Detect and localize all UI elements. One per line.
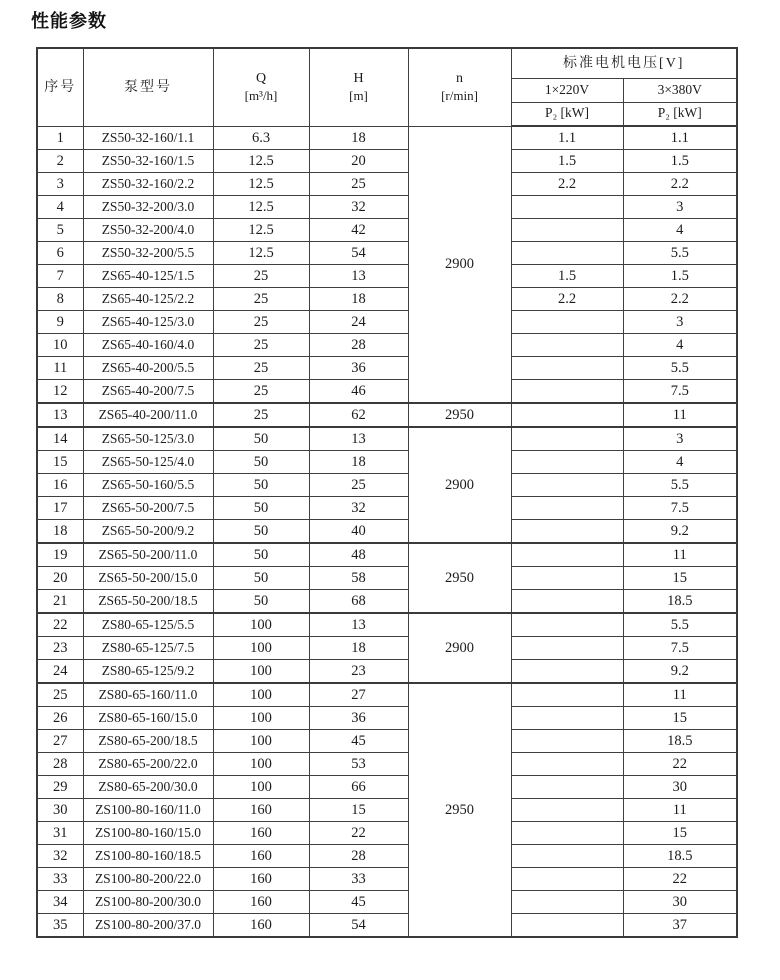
cell-row-number: 15 — [37, 451, 83, 474]
performance-parameters-table — [36, 47, 738, 938]
cell-p2-220v — [511, 776, 623, 799]
header-n-symbol: n — [456, 71, 463, 87]
cell-flow-q: 100 — [213, 660, 309, 684]
cell-p2-380v: 9.2 — [623, 660, 737, 684]
cell-head-h: 58 — [309, 567, 408, 590]
cell-pump-model: ZS80-65-200/30.0 — [83, 776, 213, 799]
cell-p2-380v: 18.5 — [623, 590, 737, 614]
table-row — [37, 753, 737, 776]
cell-p2-380v: 15 — [623, 822, 737, 845]
cell-p2-220v — [511, 799, 623, 822]
cell-p2-380v: 1.5 — [623, 150, 737, 173]
cell-p2-380v: 5.5 — [623, 474, 737, 497]
cell-flow-q: 50 — [213, 474, 309, 497]
cell-p2-380v: 1.5 — [623, 265, 737, 288]
cell-p2-220v — [511, 497, 623, 520]
cell-row-number: 24 — [37, 660, 83, 684]
cell-p2-220v — [511, 707, 623, 730]
table-row — [37, 543, 737, 567]
cell-pump-model: ZS65-40-125/2.2 — [83, 288, 213, 311]
cell-p2-380v: 7.5 — [623, 380, 737, 404]
cell-pump-model: ZS65-40-125/1.5 — [83, 265, 213, 288]
header-p2-220: P₂ [kW] — [511, 102, 623, 126]
cell-speed-n: 2900 — [408, 126, 511, 403]
cell-head-h: 18 — [309, 451, 408, 474]
cell-p2-220v — [511, 590, 623, 614]
table-row — [37, 637, 737, 660]
cell-p2-380v: 11 — [623, 543, 737, 567]
table-row — [37, 357, 737, 380]
cell-pump-model: ZS65-40-200/7.5 — [83, 380, 213, 404]
cell-p2-220v — [511, 334, 623, 357]
table-row — [37, 311, 737, 334]
cell-p2-380v: 11 — [623, 683, 737, 707]
cell-head-h: 45 — [309, 891, 408, 914]
cell-head-h: 42 — [309, 219, 408, 242]
cell-p2-220v — [511, 427, 623, 451]
cell-flow-q: 160 — [213, 845, 309, 868]
table-row — [37, 730, 737, 753]
header-head-h — [309, 48, 408, 126]
cell-head-h: 54 — [309, 914, 408, 938]
cell-head-h: 68 — [309, 590, 408, 614]
cell-pump-model: ZS50-32-200/5.5 — [83, 242, 213, 265]
cell-speed-n: 2900 — [408, 613, 511, 683]
cell-speed-n: 2950 — [408, 403, 511, 427]
table-row — [37, 845, 737, 868]
cell-row-number: 9 — [37, 311, 83, 334]
cell-flow-q: 160 — [213, 891, 309, 914]
cell-pump-model: ZS50-32-200/3.0 — [83, 196, 213, 219]
table-row — [37, 590, 737, 614]
cell-row-number: 20 — [37, 567, 83, 590]
header-q-symbol: Q — [255, 71, 267, 87]
cell-row-number: 10 — [37, 334, 83, 357]
table-row — [37, 334, 737, 357]
table-row — [37, 891, 737, 914]
cell-p2-220v — [511, 822, 623, 845]
cell-row-number: 3 — [37, 173, 83, 196]
cell-head-h: 32 — [309, 497, 408, 520]
cell-p2-220v: 2.2 — [511, 173, 623, 196]
cell-p2-380v: 2.2 — [623, 288, 737, 311]
cell-flow-q: 100 — [213, 730, 309, 753]
cell-pump-model: ZS65-50-125/3.0 — [83, 427, 213, 451]
cell-pump-model: ZS100-80-160/11.0 — [83, 799, 213, 822]
cell-head-h: 18 — [309, 126, 408, 150]
cell-head-h: 27 — [309, 683, 408, 707]
cell-flow-q: 12.5 — [213, 196, 309, 219]
cell-flow-q: 12.5 — [213, 219, 309, 242]
cell-p2-220v — [511, 845, 623, 868]
cell-p2-220v — [511, 474, 623, 497]
cell-pump-model: ZS100-80-200/37.0 — [83, 914, 213, 938]
cell-row-number: 4 — [37, 196, 83, 219]
cell-row-number: 8 — [37, 288, 83, 311]
cell-head-h: 32 — [309, 196, 408, 219]
cell-pump-model: ZS100-80-200/30.0 — [83, 891, 213, 914]
cell-flow-q: 100 — [213, 753, 309, 776]
cell-row-number: 13 — [37, 403, 83, 427]
table-row — [37, 497, 737, 520]
cell-p2-380v: 11 — [623, 799, 737, 822]
cell-p2-220v — [511, 637, 623, 660]
cell-flow-q: 160 — [213, 799, 309, 822]
cell-flow-q: 25 — [213, 403, 309, 427]
cell-p2-380v: 7.5 — [623, 637, 737, 660]
cell-head-h: 46 — [309, 380, 408, 404]
cell-flow-q: 100 — [213, 707, 309, 730]
cell-p2-220v — [511, 357, 623, 380]
cell-p2-220v: 1.1 — [511, 126, 623, 150]
cell-head-h: 45 — [309, 730, 408, 753]
cell-p2-380v: 15 — [623, 567, 737, 590]
table-row — [37, 520, 737, 544]
cell-pump-model: ZS65-50-200/9.2 — [83, 520, 213, 544]
cell-p2-220v — [511, 380, 623, 404]
cell-pump-model: ZS100-80-160/15.0 — [83, 822, 213, 845]
table-row — [37, 776, 737, 799]
table-row — [37, 265, 737, 288]
table-row — [37, 288, 737, 311]
table-body — [37, 126, 737, 937]
cell-row-number: 6 — [37, 242, 83, 265]
table-row — [37, 451, 737, 474]
cell-pump-model: ZS65-40-200/11.0 — [83, 403, 213, 427]
cell-head-h: 25 — [309, 474, 408, 497]
cell-pump-model: ZS80-65-125/5.5 — [83, 613, 213, 637]
table-row — [37, 868, 737, 891]
cell-pump-model: ZS65-50-200/15.0 — [83, 567, 213, 590]
header-pump-model: 泵型号 — [83, 48, 213, 126]
table-row — [37, 613, 737, 637]
cell-row-number: 27 — [37, 730, 83, 753]
cell-p2-380v: 15 — [623, 707, 737, 730]
cell-pump-model: ZS80-65-200/22.0 — [83, 753, 213, 776]
cell-flow-q: 12.5 — [213, 150, 309, 173]
cell-pump-model: ZS50-32-160/2.2 — [83, 173, 213, 196]
cell-p2-380v: 1.1 — [623, 126, 737, 150]
cell-head-h: 36 — [309, 707, 408, 730]
cell-pump-model: ZS65-50-125/4.0 — [83, 451, 213, 474]
cell-p2-220v — [511, 914, 623, 938]
cell-pump-model: ZS65-50-200/7.5 — [83, 497, 213, 520]
cell-pump-model: ZS65-50-200/11.0 — [83, 543, 213, 567]
cell-p2-380v: 37 — [623, 914, 737, 938]
cell-pump-model: ZS50-32-200/4.0 — [83, 219, 213, 242]
cell-row-number: 12 — [37, 380, 83, 404]
table-row — [37, 150, 737, 173]
cell-flow-q: 25 — [213, 357, 309, 380]
table-row — [37, 427, 737, 451]
cell-p2-380v: 4 — [623, 219, 737, 242]
table-row — [37, 567, 737, 590]
cell-row-number: 1 — [37, 126, 83, 150]
table-row — [37, 474, 737, 497]
header-voltage-group: 标准电机电压[V] — [511, 48, 737, 78]
cell-p2-220v — [511, 242, 623, 265]
cell-pump-model: ZS80-65-160/11.0 — [83, 683, 213, 707]
cell-p2-380v: 5.5 — [623, 357, 737, 380]
cell-flow-q: 100 — [213, 613, 309, 637]
cell-head-h: 13 — [309, 427, 408, 451]
table-header — [37, 48, 737, 126]
cell-flow-q: 100 — [213, 776, 309, 799]
page-title: 性能参数 — [31, 11, 107, 31]
cell-head-h: 13 — [309, 613, 408, 637]
cell-p2-220v — [511, 520, 623, 544]
cell-flow-q: 50 — [213, 497, 309, 520]
cell-p2-220v — [511, 613, 623, 637]
header-h-unit: [m] — [349, 87, 368, 103]
header-voltage-380: 3×380V — [623, 78, 737, 102]
cell-head-h: 22 — [309, 822, 408, 845]
cell-p2-220v — [511, 219, 623, 242]
cell-p2-380v: 5.5 — [623, 242, 737, 265]
cell-head-h: 40 — [309, 520, 408, 544]
cell-flow-q: 160 — [213, 914, 309, 938]
cell-head-h: 48 — [309, 543, 408, 567]
cell-pump-model: ZS80-65-160/15.0 — [83, 707, 213, 730]
table-row — [37, 403, 737, 427]
header-speed-n — [408, 48, 511, 126]
cell-pump-model: ZS65-50-200/18.5 — [83, 590, 213, 614]
cell-head-h: 18 — [309, 637, 408, 660]
cell-flow-q: 50 — [213, 543, 309, 567]
cell-p2-220v — [511, 543, 623, 567]
cell-p2-380v: 9.2 — [623, 520, 737, 544]
cell-p2-380v: 3 — [623, 427, 737, 451]
cell-flow-q: 100 — [213, 683, 309, 707]
cell-row-number: 5 — [37, 219, 83, 242]
cell-flow-q: 50 — [213, 520, 309, 544]
cell-row-number: 30 — [37, 799, 83, 822]
cell-head-h: 36 — [309, 357, 408, 380]
cell-row-number: 23 — [37, 637, 83, 660]
cell-row-number: 28 — [37, 753, 83, 776]
cell-row-number: 17 — [37, 497, 83, 520]
cell-speed-n: 2950 — [408, 683, 511, 937]
table-row — [37, 914, 737, 938]
cell-p2-220v — [511, 683, 623, 707]
cell-head-h: 15 — [309, 799, 408, 822]
cell-row-number: 16 — [37, 474, 83, 497]
cell-flow-q: 25 — [213, 265, 309, 288]
cell-flow-q: 6.3 — [213, 126, 309, 150]
cell-flow-q: 50 — [213, 427, 309, 451]
cell-p2-220v — [511, 660, 623, 684]
cell-pump-model: ZS65-50-160/5.5 — [83, 474, 213, 497]
cell-pump-model: ZS80-65-125/7.5 — [83, 637, 213, 660]
cell-flow-q: 160 — [213, 822, 309, 845]
cell-row-number: 2 — [37, 150, 83, 173]
cell-row-number: 29 — [37, 776, 83, 799]
cell-row-number: 26 — [37, 707, 83, 730]
cell-row-number: 31 — [37, 822, 83, 845]
cell-head-h: 23 — [309, 660, 408, 684]
cell-speed-n: 2950 — [408, 543, 511, 613]
cell-p2-380v: 4 — [623, 334, 737, 357]
cell-head-h: 28 — [309, 334, 408, 357]
cell-p2-220v: 2.2 — [511, 288, 623, 311]
cell-flow-q: 12.5 — [213, 242, 309, 265]
table-row — [37, 707, 737, 730]
cell-pump-model: ZS80-65-125/9.2 — [83, 660, 213, 684]
cell-flow-q: 160 — [213, 868, 309, 891]
cell-p2-220v — [511, 753, 623, 776]
cell-p2-380v: 22 — [623, 868, 737, 891]
cell-flow-q: 12.5 — [213, 173, 309, 196]
cell-row-number: 14 — [37, 427, 83, 451]
cell-p2-380v: 30 — [623, 776, 737, 799]
table-row — [37, 126, 737, 150]
header-index: 序号 — [37, 48, 83, 126]
cell-speed-n: 2900 — [408, 427, 511, 543]
cell-p2-220v — [511, 403, 623, 427]
cell-head-h: 25 — [309, 173, 408, 196]
cell-p2-380v: 3 — [623, 311, 737, 334]
cell-flow-q: 50 — [213, 567, 309, 590]
cell-p2-220v — [511, 868, 623, 891]
cell-p2-220v — [511, 196, 623, 219]
cell-head-h: 13 — [309, 265, 408, 288]
cell-row-number: 7 — [37, 265, 83, 288]
table-row — [37, 173, 737, 196]
cell-row-number: 11 — [37, 357, 83, 380]
cell-p2-380v: 18.5 — [623, 845, 737, 868]
cell-p2-220v: 1.5 — [511, 265, 623, 288]
table-row — [37, 242, 737, 265]
cell-row-number: 34 — [37, 891, 83, 914]
cell-pump-model: ZS80-65-200/18.5 — [83, 730, 213, 753]
cell-p2-380v: 5.5 — [623, 613, 737, 637]
cell-head-h: 20 — [309, 150, 408, 173]
cell-p2-220v — [511, 891, 623, 914]
header-q-unit: [m³/h] — [244, 87, 278, 103]
cell-p2-220v — [511, 451, 623, 474]
cell-pump-model: ZS50-32-160/1.5 — [83, 150, 213, 173]
cell-row-number: 32 — [37, 845, 83, 868]
cell-p2-220v — [511, 730, 623, 753]
cell-pump-model: ZS100-80-160/18.5 — [83, 845, 213, 868]
cell-head-h: 18 — [309, 288, 408, 311]
cell-row-number: 22 — [37, 613, 83, 637]
cell-head-h: 28 — [309, 845, 408, 868]
header-flow-q — [213, 48, 309, 126]
cell-p2-380v: 2.2 — [623, 173, 737, 196]
table-row — [37, 660, 737, 684]
cell-row-number: 25 — [37, 683, 83, 707]
cell-row-number: 18 — [37, 520, 83, 544]
cell-head-h: 24 — [309, 311, 408, 334]
header-h-symbol: H — [353, 71, 364, 87]
cell-head-h: 54 — [309, 242, 408, 265]
cell-flow-q: 25 — [213, 288, 309, 311]
cell-flow-q: 25 — [213, 380, 309, 404]
cell-pump-model: ZS50-32-160/1.1 — [83, 126, 213, 150]
table-row — [37, 799, 737, 822]
cell-row-number: 35 — [37, 914, 83, 938]
cell-p2-220v — [511, 311, 623, 334]
cell-pump-model: ZS65-40-125/3.0 — [83, 311, 213, 334]
cell-head-h: 33 — [309, 868, 408, 891]
cell-pump-model: ZS100-80-200/22.0 — [83, 868, 213, 891]
table-row — [37, 219, 737, 242]
cell-row-number: 21 — [37, 590, 83, 614]
cell-p2-380v: 30 — [623, 891, 737, 914]
cell-head-h: 66 — [309, 776, 408, 799]
table-row — [37, 822, 737, 845]
header-p2-380: P₂ [kW] — [623, 102, 737, 126]
cell-flow-q: 25 — [213, 334, 309, 357]
cell-p2-220v — [511, 567, 623, 590]
cell-pump-model: ZS65-40-200/5.5 — [83, 357, 213, 380]
header-voltage-220: 1×220V — [511, 78, 623, 102]
cell-p2-380v: 11 — [623, 403, 737, 427]
table-row — [37, 196, 737, 219]
cell-head-h: 62 — [309, 403, 408, 427]
cell-p2-380v: 7.5 — [623, 497, 737, 520]
cell-p2-380v: 3 — [623, 196, 737, 219]
cell-p2-380v: 18.5 — [623, 730, 737, 753]
cell-flow-q: 100 — [213, 637, 309, 660]
cell-row-number: 19 — [37, 543, 83, 567]
cell-p2-380v: 22 — [623, 753, 737, 776]
cell-row-number: 33 — [37, 868, 83, 891]
cell-p2-220v: 1.5 — [511, 150, 623, 173]
header-n-unit: [r/min] — [441, 87, 478, 103]
cell-flow-q: 25 — [213, 311, 309, 334]
cell-p2-380v: 4 — [623, 451, 737, 474]
cell-flow-q: 50 — [213, 451, 309, 474]
cell-flow-q: 50 — [213, 590, 309, 614]
table-row — [37, 380, 737, 404]
table-row — [37, 683, 737, 707]
cell-pump-model: ZS65-40-160/4.0 — [83, 334, 213, 357]
cell-head-h: 53 — [309, 753, 408, 776]
